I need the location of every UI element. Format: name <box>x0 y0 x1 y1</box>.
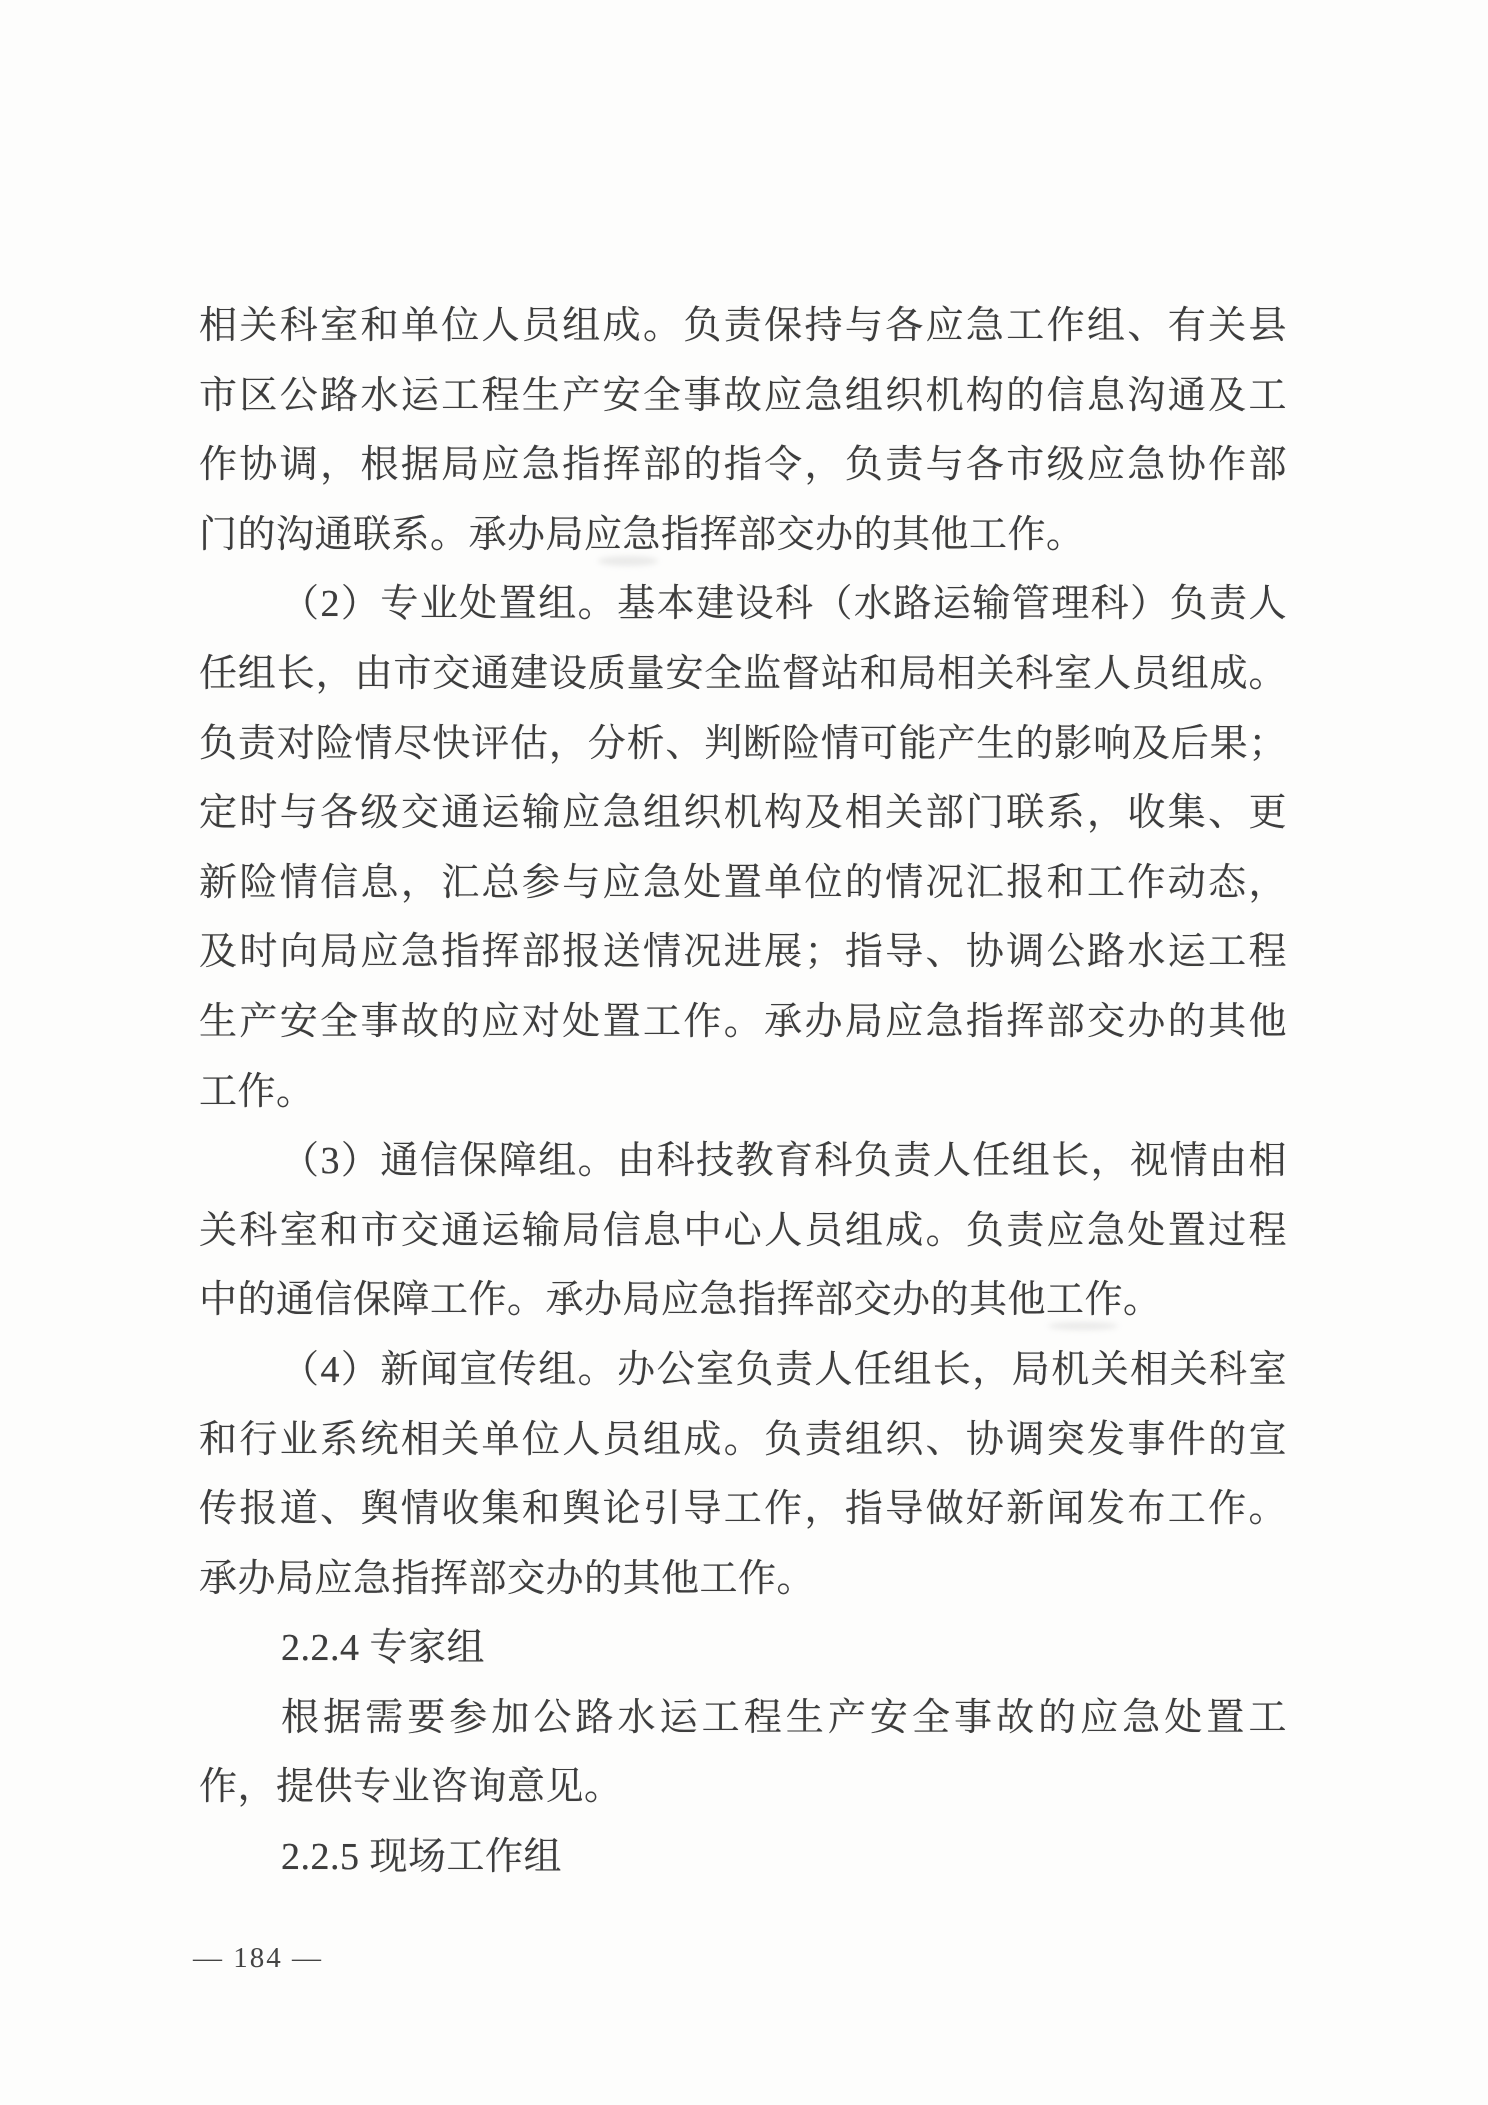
page-number: — 184 — <box>193 1942 323 1974</box>
text-line: 相关科室和单位人员组成。负责保持与各应急工作组、有关县 <box>199 305 1287 347</box>
text-line: 传报道、舆情收集和舆论引导工作，指导做好新闻发布工作。 <box>199 1488 1287 1531</box>
text-line: 中的通信保障工作。承办局应急指挥部交办的其他工作。 <box>199 1279 1162 1322</box>
section-heading-2-2-4: 2.2.4 专家组 <box>281 1627 486 1670</box>
text-line: 负责对险情尽快评估，分析、判断险情可能产生的影响及后果； <box>199 722 1287 765</box>
text-line-paragraph-3: （3）通信保障组。由科技教育科负责人任组长，视情由相 <box>281 1140 1287 1183</box>
text-line: 作协调，根据局应急指挥部的指令，负责与各市级应急协作部 <box>199 444 1287 487</box>
text-line: 任组长，由市交通建设质量安全监督站和局相关科室人员组成。 <box>199 652 1287 695</box>
scan-artifact <box>598 556 658 566</box>
scan-artifact <box>1048 1322 1118 1330</box>
text-line: 定时与各级交通运输应急组织机构及相关部门联系，收集、更 <box>199 792 1287 835</box>
text-line: 关科室和市交通运输局信息中心人员组成。负责应急处置过程 <box>199 1209 1287 1252</box>
text-line: 门的沟通联系。承办局应急指挥部交办的其他工作。 <box>199 513 1085 556</box>
text-line: 市区公路水运工程生产安全事故应急组织机构的信息沟通及工 <box>199 374 1287 417</box>
text-line: 承办局应急指挥部交办的其他工作。 <box>199 1557 816 1600</box>
text-line: 新险情信息，汇总参与应急处置单位的情况汇报和工作动态， <box>199 861 1287 904</box>
text-line: 生产安全事故的应对处置工作。承办局应急指挥部交办的其他 <box>199 1000 1287 1043</box>
text-line: 作，提供专业咨询意见。 <box>199 1766 623 1809</box>
text-line: 工作。 <box>199 1070 315 1113</box>
text-line: 及时向局应急指挥部报送情况进展；指导、协调公路水运工程 <box>199 931 1287 974</box>
text-line-paragraph-4: （4）新闻宣传组。办公室负责人任组长，局机关相关科室 <box>281 1348 1287 1391</box>
text-line: 根据需要参加公路水运工程生产安全事故的应急处置工 <box>281 1696 1287 1739</box>
text-line-paragraph-2: （2）专业处置组。基本建设科（水路运输管理科）负责人 <box>281 583 1287 626</box>
text-line: 和行业系统相关单位人员组成。负责组织、协调突发事件的宣 <box>199 1418 1287 1461</box>
section-heading-2-2-5: 2.2.5 现场工作组 <box>281 1836 563 1879</box>
document-text-block <box>199 292 1287 1893</box>
